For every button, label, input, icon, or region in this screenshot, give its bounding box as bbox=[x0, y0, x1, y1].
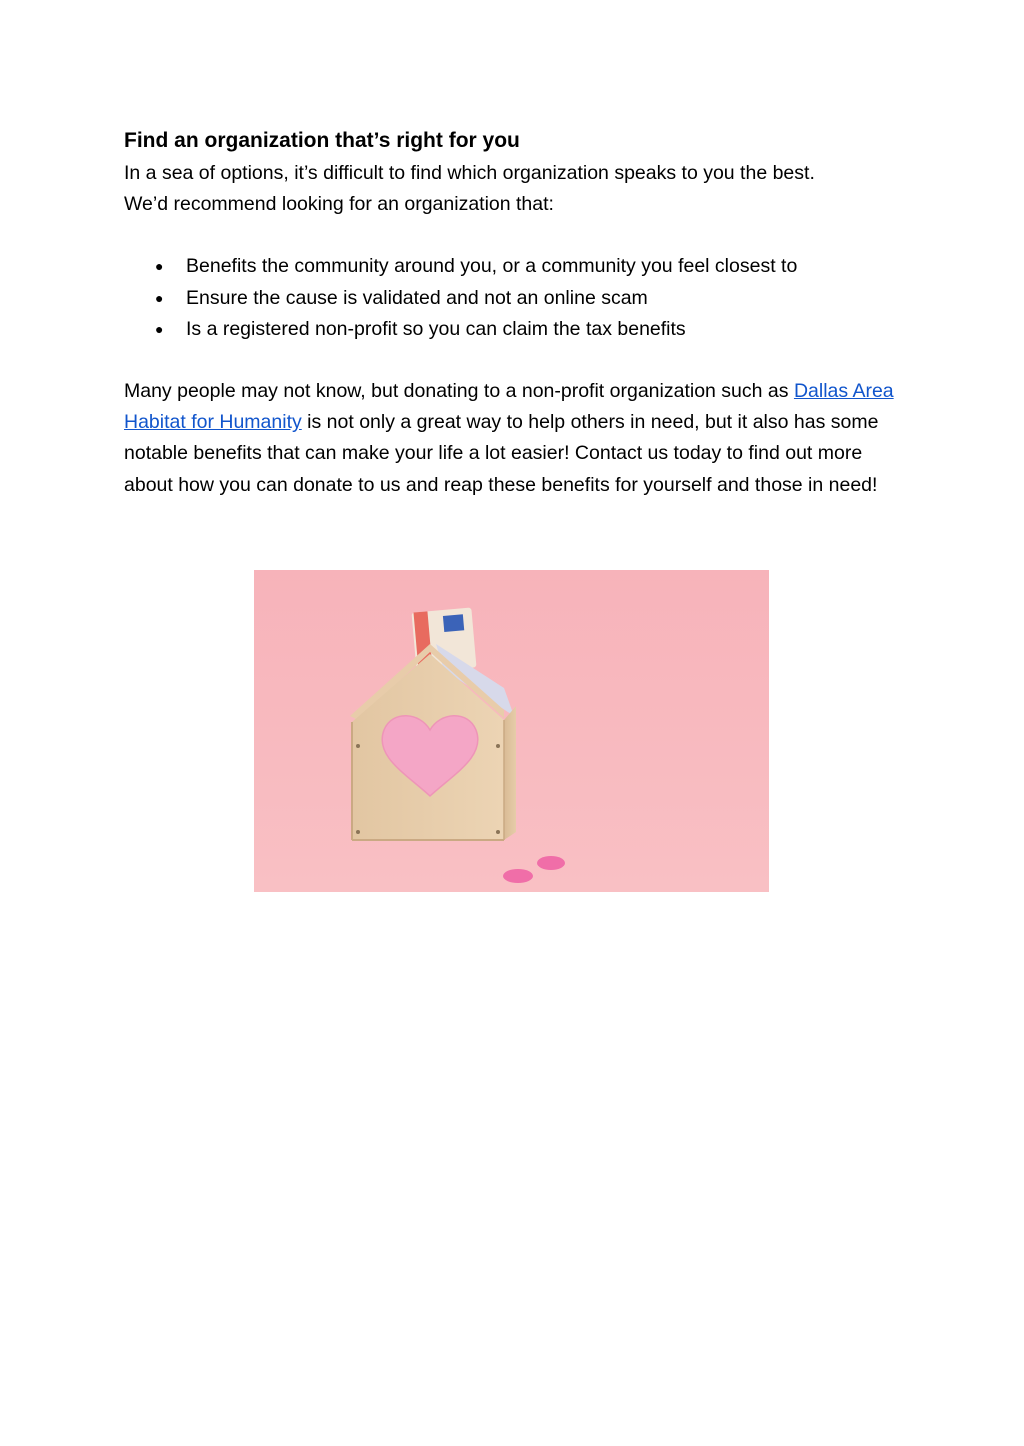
bullet-icon: ● bbox=[155, 258, 164, 275]
intro-line-2: We’d recommend looking for an organization that: bbox=[124, 193, 554, 216]
list-item-text: Is a registered non-profit so you can claim the tax benefits bbox=[186, 317, 686, 340]
list-item-text: Benefits the community around you, or a community you feel closest to bbox=[186, 255, 798, 278]
list-item bbox=[124, 283, 894, 314]
body-text-before-link: Many people may not know, but donating to a non-profit organization such as bbox=[124, 380, 794, 403]
document-content bbox=[124, 126, 894, 501]
body-text-after-link: is not only a great way to help others in need, but it also has some notable benefits that can make your life a lot easier! Contact us today to find out more about how you can donate to us and reap these benefits for yourself and those in need! bbox=[124, 411, 879, 496]
donation-house-photo bbox=[254, 570, 769, 892]
bullet-icon: ● bbox=[155, 289, 164, 306]
intro-line-1: In a sea of options, it’s difficult to find which organization speaks to you the best. bbox=[124, 162, 815, 184]
bullet-icon: ● bbox=[155, 320, 164, 337]
house-photo-icon bbox=[254, 570, 769, 892]
section-heading: Find an organization that’s right for you bbox=[124, 129, 520, 152]
intro-paragraph bbox=[124, 158, 894, 220]
criteria-list bbox=[124, 251, 894, 345]
list-item bbox=[124, 251, 894, 282]
list-item-text: Ensure the cause is validated and not an online scam bbox=[186, 286, 648, 309]
body-paragraph bbox=[124, 376, 894, 501]
habitat-link[interactable]: Dallas Area Habitat for Humanity bbox=[124, 380, 894, 434]
list-item bbox=[124, 314, 894, 345]
